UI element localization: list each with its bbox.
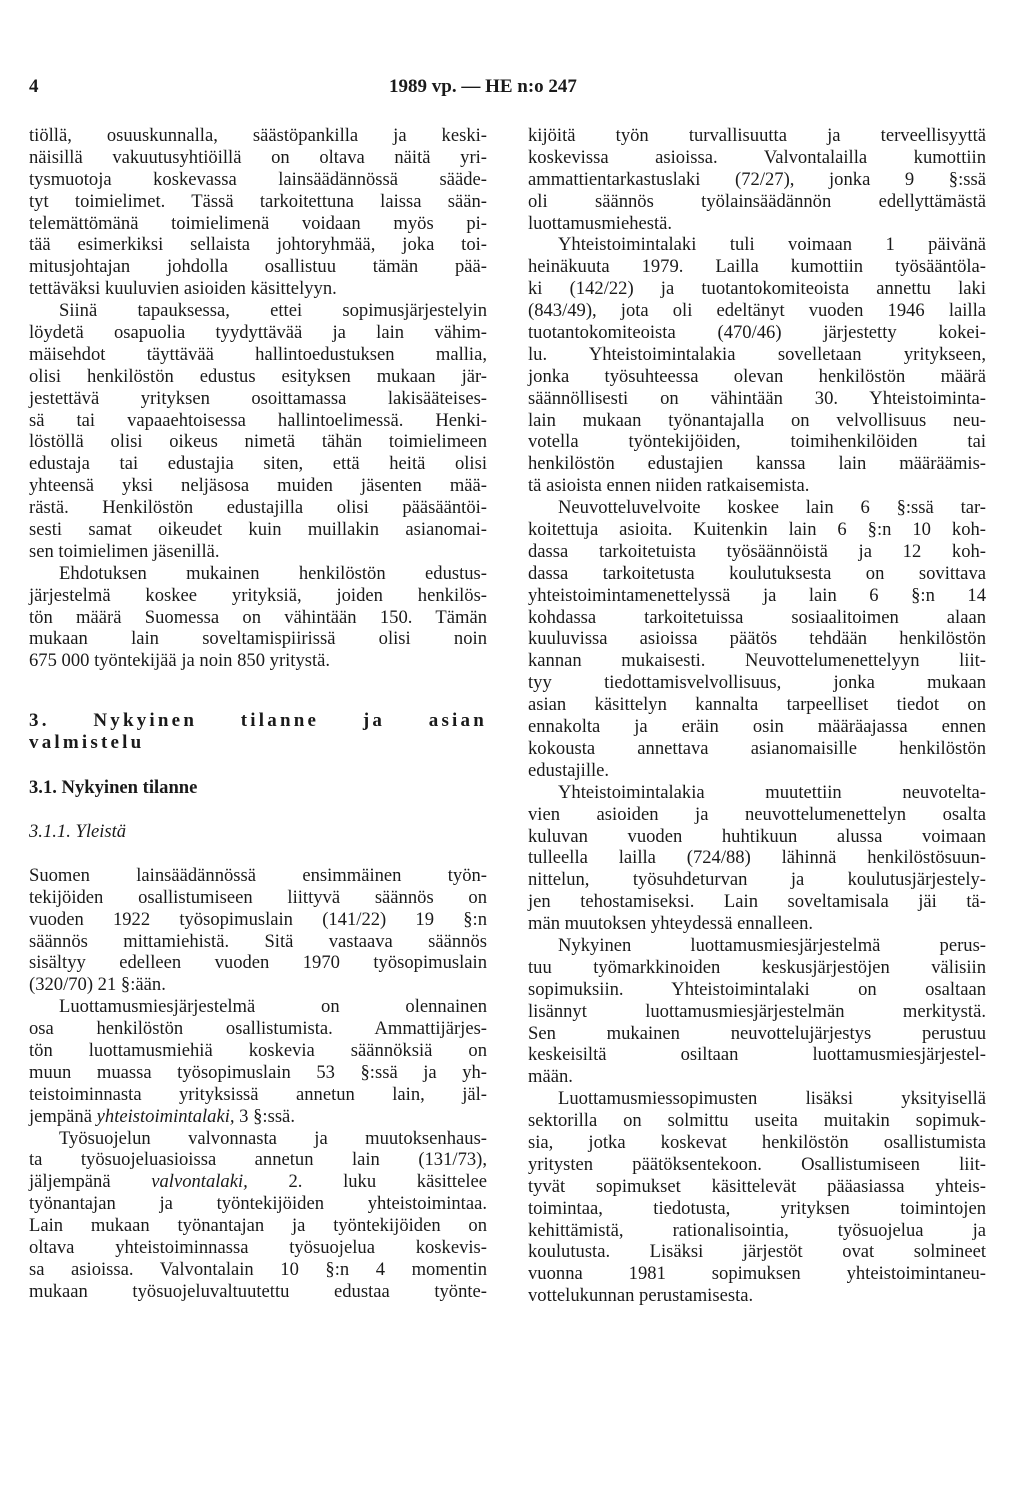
paragraph-line: säännös mittamiehistä. Sitä vastaava säännös xyxy=(29,930,487,952)
paragraph-line: kuuluvissa asioissa päätös tehdään henkilöstön xyxy=(528,628,986,650)
paragraph-line: tön luottamusmiehiä koskevia säännöksiä on xyxy=(29,1039,487,1061)
paragraph-line: yhteistoimintamenettelyssä ja lain 6 §:n 14 xyxy=(528,584,986,606)
paragraph-line: vottelukunnan perustamisesta. xyxy=(528,1285,754,1307)
paragraph-line: heinäkuuta 1979. Lailla kumottiin työsääntöla- xyxy=(528,256,986,278)
paragraph-line: rästä. Henkilöstön edustajilla olisi pääsääntöi- xyxy=(29,497,487,519)
paragraph xyxy=(29,865,487,996)
paragraph-line: yritysten päätöksentekoon. Osallistumiseen liit- xyxy=(528,1153,986,1175)
paragraph-line: koitettuja asioita. Kuitenkin lain 6 §:n 10 koh- xyxy=(528,519,986,541)
subsection-heading: 3.1. Nykyinen tilanne xyxy=(29,777,198,799)
paragraph-line: sä tai vapaaehtoisessa hallintoelimessä. Henki- xyxy=(29,409,487,431)
paragraph-line: kuluvan vuoden huhtikuun alussa voimaan xyxy=(528,825,986,847)
paragraph-line: Luottamusmiessopimusten lisäksi yksityisellä xyxy=(558,1088,986,1110)
paragraph xyxy=(528,935,986,1088)
paragraph-line: tekijöiden osallistumiseen liittyvä säännös on xyxy=(29,886,487,908)
paragraph-line: mäisehdot täyttävää hallintoedustuksen mallia, xyxy=(29,343,487,365)
paragraph-line: asian käsittelyn kannalta tarpeelliset tiedot on xyxy=(528,694,986,716)
paragraph-line: Suomen lainsäädännössä ensimmäinen työn- xyxy=(29,864,487,886)
paragraph xyxy=(29,996,487,1105)
italic-term: yhteistoimintalaki, xyxy=(96,1105,235,1127)
paragraph xyxy=(528,1088,986,1307)
paragraph-line: tysmuotoja koskevassa lainsäädännössä sääde- xyxy=(29,168,487,190)
paragraph-line: dassa tarkoitetusta koulutuksesta on sovittava xyxy=(528,562,986,584)
paragraph-line: teistoiminnasta yrityksissä annetun lain, jäl- xyxy=(29,1083,487,1105)
paragraph-line: Luottamusmiesjärjestelmä on olennainen xyxy=(59,996,487,1018)
paragraph-line: tää esimerkiksi sellaista johtoryhmää, joka toi- xyxy=(29,234,487,256)
paragraph xyxy=(29,300,487,563)
paragraph-line: mukaan lain soveltamispiirissä olisi noin xyxy=(29,628,487,650)
paragraph-line: tuotantokomiteoista (470/46) järjestetty kokei- xyxy=(528,322,986,344)
paragraph-line: kannan mukaisesti. Neuvottelumenettelyyn liit- xyxy=(528,650,986,672)
paragraph-line: luottamusmiehestä. xyxy=(528,212,673,234)
paragraph-line: löydetä osapuolia tyydyttävää ja lain vähim- xyxy=(29,322,487,344)
paragraph-line: jempänä yhteistoimintalaki, 3 §:ssä. xyxy=(29,1105,295,1127)
spacer xyxy=(29,754,487,777)
italic-term: valvontalaki, xyxy=(151,1171,248,1193)
paragraph-line: kehittämistä, rationalisointia, työsuojelua ja xyxy=(528,1219,986,1241)
paragraph-line: vien asioiden ja neuvottelumenettelyn osalta xyxy=(528,803,986,825)
paragraph-line: työnantajan ja työntekijöiden yhteistoimintaa. xyxy=(29,1193,487,1215)
paragraph-line: ki (142/22) ja tuotantokomiteoista annettu laki xyxy=(528,278,986,300)
paragraph-line: sen toimielimen jäsenillä. xyxy=(29,540,220,562)
paragraph-line: (843/49), jota oli edeltänyt vuoden 1946 lailla xyxy=(528,300,986,322)
paragraph-line: (320/70) 21 §:ään. xyxy=(29,974,166,996)
paragraph-line: edustajille. xyxy=(528,759,610,781)
paragraph-line: lisännyt luottamusmiesjärjestelmän merkitystä. xyxy=(528,1000,986,1022)
paragraph-line: män muutoksen yhteydessä ennalleen. xyxy=(528,913,814,935)
paragraph-line: löstöllä olisi oikeus nimetä tähän toimielimeen xyxy=(29,431,487,453)
paragraph xyxy=(528,125,986,234)
paragraph-line: edustaja tai edustajia siten, että heitä olisi xyxy=(29,453,487,475)
paragraph-line: kokousta annettava asianomaisille henkilöstön xyxy=(528,737,986,759)
paragraph-line: Sen mukainen neuvottelujärjestys perustuu xyxy=(528,1022,986,1044)
paragraph-line: telemättömänä toimielimenä voidaan myös pi- xyxy=(29,212,487,234)
paragraph-line: vuoden 1922 työsopimuslain (141/22) 19 §:n xyxy=(29,908,487,930)
right-column xyxy=(528,125,986,1307)
paragraph-line: jäljempänä valvontalaki, 2. luku käsittelee xyxy=(29,1171,487,1193)
paragraph-line: mään. xyxy=(528,1066,573,1088)
paragraph-line: vuonna 1981 sopimuksen yhteistoimintaneu- xyxy=(528,1263,986,1285)
paragraph-line: sektorilla on solmittu useita muitakin sopimuk- xyxy=(528,1110,986,1132)
spacer xyxy=(29,843,487,865)
running-title: 1989 vp. — HE n:o 247 xyxy=(389,76,577,97)
page-number: 4 xyxy=(29,76,39,97)
paragraph-line: jestettävä yrityksen osoittamassa lakisääteises- xyxy=(29,387,487,409)
paragraph-line: votella työntekijöiden, toimihenkilöiden tai xyxy=(528,431,986,453)
paragraph xyxy=(528,782,986,935)
section-heading-line: valmistelu xyxy=(29,732,145,754)
paragraph-line: kohdassa tarkoitetuissa sosiaalitoimen alaan xyxy=(528,606,986,628)
paragraph-line: koulutusta. Lisäksi järjestöt ovat solmineet xyxy=(528,1241,986,1263)
paragraph-line: Yhteistoimintalaki tuli voimaan 1 päivänä xyxy=(558,234,986,256)
paragraph xyxy=(29,563,487,672)
subsubsection-heading: 3.1.1. Yleistä xyxy=(29,820,127,842)
paragraph-line: ammattientarkastuslaki (72/27), jonka 9 §:ssä xyxy=(528,168,986,190)
spacer xyxy=(29,799,487,821)
paragraph-line: mitusjohtajan johdolla osallistuu tämän pää- xyxy=(29,256,487,278)
paragraph-line: Työsuojelun valvonnasta ja muutoksenhaus- xyxy=(59,1127,487,1149)
paragraph-line: tä asioista ennen niiden ratkaisemista. xyxy=(528,475,810,497)
paragraph-line: nittelun, työsuhdeturvan ja koulutusjärjestely- xyxy=(528,869,986,891)
paragraph-line: ta työsuojeluasioissa annetun lain (131/73), xyxy=(29,1149,487,1171)
paragraph xyxy=(29,125,487,300)
paragraph-line: dassa tarkoitetuista työsäännöistä ja 12 koh- xyxy=(528,540,986,562)
paragraph-line: sa asioissa. Valvontalain 10 §:n 4 momentin xyxy=(29,1258,487,1280)
paragraph-line: olisi henkilöstön edustus esityksen mukaan jär- xyxy=(29,365,487,387)
section-heading-line: 3. Nykyinen tilanne ja asian xyxy=(29,710,487,732)
paragraph-line: Neuvotteluvelvoite koskee lain 6 §:ssä tar- xyxy=(558,497,986,519)
paragraph xyxy=(528,234,986,497)
paragraph-line: jen tehostamiseksi. Lain soveltamisala jäi tä- xyxy=(528,891,986,913)
paragraph-line: tuu työmarkkinoiden keskusjärjestöjen välisiin xyxy=(528,956,986,978)
paragraph-line: oltava yhteistoiminnassa työsuojelua koskevis- xyxy=(29,1236,487,1258)
paragraph xyxy=(528,497,986,782)
paragraph-line: sisältyy edelleen vuoden 1970 työsopimuslain xyxy=(29,952,487,974)
paragraph-line: yhteensä yksi neljäsosa muiden jäsenten mää- xyxy=(29,475,487,497)
paragraph-line: tyt toimielimet. Tässä tarkoitettuna laissa sään- xyxy=(29,190,487,212)
paragraph-line: Yhteistoimintalakia muutettiin neuvotelta- xyxy=(558,781,986,803)
paragraph-line: Nykyinen luottamusmiesjärjestelmä perus- xyxy=(558,934,986,956)
paragraph-line: tyvät sopimukset käsittelevät pääasiassa yhteis- xyxy=(528,1175,986,1197)
paragraph-line: tulleella lailla (724/88) lähinnä henkilöstösuun- xyxy=(528,847,986,869)
paragraph-line: ennakolta ja eräin osin määräajassa ennen xyxy=(528,716,986,738)
paragraph-line: lain mukaan työnantajalla on velvollisuus neu- xyxy=(528,409,986,431)
paragraph-line: mukaan työsuojeluvaltuutettu edustaa työnte- xyxy=(29,1280,487,1302)
page-header xyxy=(0,76,1024,106)
paragraph-line: jonka työsuhteessa olevan henkilöstön määrä xyxy=(528,365,986,387)
paragraph-line: näisillä vakuutusyhtiöillä on oltava näitä yri- xyxy=(29,146,487,168)
paragraph-line: sopimuksiin. Yhteistoimintalaki on osaltaan xyxy=(528,978,986,1000)
paragraph-line: muun muassa työsopimuslain 53 §:ssä ja yh- xyxy=(29,1061,487,1083)
paragraph-line: tyy tiedottamisvelvollisuus, jonka mukaan xyxy=(528,672,986,694)
paragraph-line: säännöllisesti on vähintään 30. Yhteistoiminta- xyxy=(528,387,986,409)
spacer xyxy=(29,672,487,710)
paragraph-line: oli säännös työlainsäädännön edellyttämästä xyxy=(528,190,986,212)
paragraph-line: järjestelmä koskee yrityksiä, joiden henkilös- xyxy=(29,584,487,606)
paragraph-line: tiöllä, osuuskunnalla, säästöpankilla ja keski- xyxy=(29,125,487,146)
paragraph xyxy=(29,1193,487,1302)
paragraph-line: tettäväksi kuuluvien asioiden käsittelyyn. xyxy=(29,278,337,300)
paragraph-line: henkilöstön edustajien kanssa lain määräämis- xyxy=(528,453,986,475)
paragraph-line: koskevissa asioissa. Valvontalailla kumottiin xyxy=(528,146,986,168)
paragraph-line: keskeisiltä osiltaan luottamusmiesjärjestel- xyxy=(528,1044,986,1066)
paragraph-line: Ehdotuksen mukainen henkilöstön edustus- xyxy=(59,562,487,584)
paragraph-line: lu. Yhteistoimintalakia sovelletaan yritykseen, xyxy=(528,343,986,365)
paragraph-line: sesti samat oikeudet kuin muillakin asianomai- xyxy=(29,519,487,541)
paragraph-line: osa henkilöstön osallistumista. Ammattijärjes- xyxy=(29,1018,487,1040)
paragraph-line: Lain mukaan työnantajan ja työntekijöiden on xyxy=(29,1215,487,1237)
paragraph-line: sia, jotka koskevat henkilöstön osallistumista xyxy=(528,1131,986,1153)
paragraph-line: kijöitä työn turvallisuutta ja terveellisyyttä xyxy=(528,125,986,146)
paragraph-line: toimintaa, tiedotusta, yrityksen toimintojen xyxy=(528,1197,986,1219)
paragraph-line: tön määrä Suomessa on vähintään 150. Tämän xyxy=(29,606,487,628)
paragraph-line: 675 000 työntekijää ja noin 850 yritystä. xyxy=(29,650,331,672)
paragraph-line: Siinä tapauksessa, ettei sopimusjärjestelyin xyxy=(59,300,487,322)
left-column xyxy=(29,125,487,1303)
